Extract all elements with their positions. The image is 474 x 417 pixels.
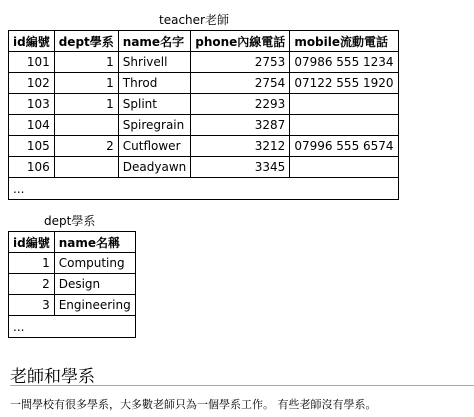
dept-name-cell: Engineering	[54, 295, 135, 316]
dept-ellipsis: ...	[9, 316, 136, 338]
teacher-name-cell: Cutflower	[118, 136, 190, 157]
table-row	[9, 136, 399, 157]
teacher-dept-cell: 1	[54, 94, 118, 115]
teacher-id-cell: 102	[9, 73, 55, 94]
teacher-mobile-cell: 07122 555 1920	[290, 73, 398, 94]
teacher-header-name: name名字	[118, 31, 190, 52]
teacher-dept-cell: 2	[54, 136, 118, 157]
teacher-phone-cell: 3212	[191, 136, 290, 157]
teacher-ellipsis: ...	[9, 178, 399, 200]
teacher-header-mobile: mobile流動電話	[290, 31, 398, 52]
section-paragraph: 一間學校有很多學系，大多數老師只為一個學系工作。 有些老師沒有學系。	[10, 398, 377, 411]
teacher-mobile-cell	[290, 157, 398, 178]
table-row	[9, 94, 399, 115]
teacher-dept-cell	[54, 157, 118, 178]
teacher-header-phone: phone內線電話	[191, 31, 290, 52]
dept-id-cell: 1	[9, 253, 55, 274]
table-row	[9, 295, 136, 316]
teacher-phone-cell: 3345	[191, 157, 290, 178]
teacher-header-id: id編號	[9, 31, 55, 52]
teacher-mobile-cell	[290, 115, 398, 136]
teacher-header-row	[9, 31, 399, 52]
teacher-phone-cell: 3287	[191, 115, 290, 136]
teacher-header-dept: dept學系	[54, 31, 118, 52]
dept-table	[8, 231, 136, 338]
table-row	[9, 253, 136, 274]
teacher-id-cell: 101	[9, 52, 55, 73]
teacher-id-cell: 105	[9, 136, 55, 157]
dept-id-cell: 3	[9, 295, 55, 316]
teacher-name-cell: Splint	[118, 94, 190, 115]
dept-header-id: id編號	[9, 232, 55, 253]
teacher-mobile-cell: 07996 555 6574	[290, 136, 398, 157]
teacher-table	[8, 30, 399, 200]
teacher-more-row	[9, 178, 399, 200]
dept-table-caption: dept學系	[44, 214, 96, 228]
teacher-name-cell: Throd	[118, 73, 190, 94]
table-row	[9, 157, 399, 178]
teacher-phone-cell: 2293	[191, 94, 290, 115]
dept-more-row	[9, 316, 136, 338]
teacher-id-cell: 106	[9, 157, 55, 178]
dept-header-row	[9, 232, 136, 253]
teacher-id-cell: 104	[9, 115, 55, 136]
heading-divider	[10, 385, 474, 386]
teacher-id-cell: 103	[9, 94, 55, 115]
teacher-phone-cell: 2753	[191, 52, 290, 73]
teacher-name-cell: Shrivell	[118, 52, 190, 73]
teacher-dept-cell: 1	[54, 52, 118, 73]
section-heading: 老師和學系	[10, 367, 95, 387]
teacher-phone-cell: 2754	[191, 73, 290, 94]
teacher-dept-cell: 1	[54, 73, 118, 94]
teacher-mobile-cell: 07986 555 1234	[290, 52, 398, 73]
teacher-name-cell: Deadyawn	[118, 157, 190, 178]
table-row	[9, 73, 399, 94]
table-row	[9, 52, 399, 73]
dept-name-cell: Design	[54, 274, 135, 295]
table-row	[9, 115, 399, 136]
teacher-mobile-cell	[290, 94, 398, 115]
dept-id-cell: 2	[9, 274, 55, 295]
teacher-dept-cell	[54, 115, 118, 136]
dept-name-cell: Computing	[54, 253, 135, 274]
dept-header-name: name名稱	[54, 232, 135, 253]
teacher-table-caption: teacher老師	[159, 13, 229, 27]
table-row	[9, 274, 136, 295]
teacher-name-cell: Spiregrain	[118, 115, 190, 136]
